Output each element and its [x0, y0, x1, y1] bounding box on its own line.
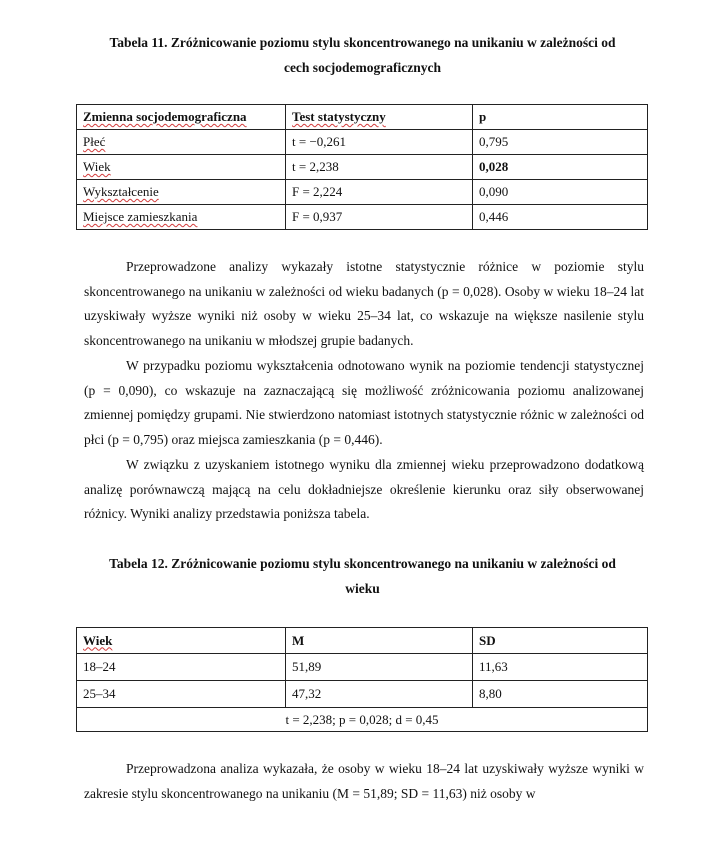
- table12-cell-m: 51,89: [286, 654, 473, 681]
- table11-cell-test: F = 0,937: [286, 205, 473, 230]
- table12-header-row: [77, 628, 648, 654]
- table-row: [77, 180, 648, 205]
- table12-caption-line1: Tabela 12. Zróżnicowanie poziomu stylu skoncentrowanego na unikaniu w zależności od: [109, 556, 616, 571]
- table11-cell-p: 0,090: [473, 180, 648, 205]
- table12-caption: [80, 551, 645, 601]
- body-paragraph-4: Przeprowadzona analiza wykazała, że osoby w wieku 18–24 lat uzyskiwały wyższe wyniki w zakresie stylu skoncentrowanego na unikaniu (M = 51,89; SD = 11,63) niż osoby w: [84, 761, 644, 801]
- table12-cell-sd: 8,80: [473, 681, 648, 708]
- table-row: [77, 155, 648, 180]
- table12-footer-row: [77, 708, 648, 732]
- body-paragraph-3: W związku z uzyskaniem istotnego wyniku dla zmiennej wieku przeprowadzono dodatkową analizę porównawczą mającą na celu dokładniejsze określenie kierunku oraz siły obserwowanej różnicy. Wyniki analizy przedstawia poniższa tabela.: [84, 457, 644, 521]
- table11-caption: [80, 30, 645, 80]
- body-paragraph-1: Przeprowadzone analizy wykazały istotne statystycznie różnice w poziomie stylu skoncentrowanego na unikaniu w zależności od wieku badanych (p = 0,028). Osoby w wieku 18–24 lat uzyskiwały wyższe wyniki niż osoby w wieku 25–34 lat, co wskazuje na większe nasilenie stylu skoncentrowanego na unikaniu w młodszej grupie badanych.: [84, 259, 644, 348]
- table11-cell-variable: Miejsce zamieszkania: [77, 205, 286, 230]
- table11-cell-variable: Wykształcenie: [77, 180, 286, 205]
- table12: [76, 627, 648, 732]
- table11-cell-test: F = 2,224: [286, 180, 473, 205]
- table11-cell-p: 0,028: [473, 155, 648, 180]
- table11-caption-line1: Tabela 11. Zróżnicowanie poziomu stylu skoncentrowanego na unikaniu w zależności od: [109, 35, 616, 50]
- table11-header-test: Test statystyczny: [286, 105, 473, 130]
- body-paragraph-2: W przypadku poziomu wykształcenia odnotowano wynik na poziomie tendencji statystycznej (p = 0,090), co wskazuje na zaznaczającą się możliwość zróżnicowania poziomu analizowanej zmiennej pomiędzy grupami. Nie stwierdzono natomiast istotnych statystycznie różnic w zależności od płci (p = 0,795) oraz miejsca zamieszkania (p = 0,446).: [84, 358, 644, 447]
- table-row: [77, 205, 648, 230]
- table12-header-sd: SD: [473, 628, 648, 654]
- table11: [76, 104, 648, 230]
- table-row: [77, 681, 648, 708]
- table12-header-m: M: [286, 628, 473, 654]
- table11-cell-p: 0,446: [473, 205, 648, 230]
- table12-footer: t = 2,238; p = 0,028; d = 0,45: [77, 708, 648, 732]
- table11-header-p: p: [473, 105, 648, 130]
- table11-header-variable: Zmienna socjodemograficzna: [77, 105, 286, 130]
- table11-cell-test: t = 2,238: [286, 155, 473, 180]
- table12-cell-age: 18–24: [77, 654, 286, 681]
- table-row: [77, 130, 648, 155]
- table11-cell-variable: Wiek: [77, 155, 286, 180]
- table11-header-row: [77, 105, 648, 130]
- table11-cell-test: t = −0,261: [286, 130, 473, 155]
- table12-cell-m: 47,32: [286, 681, 473, 708]
- table11-cell-variable: Płeć: [77, 130, 286, 155]
- table-row: [77, 654, 648, 681]
- table11-caption-line2: cech socjodemograficznych: [283, 60, 442, 75]
- table12-cell-age: 25–34: [77, 681, 286, 708]
- table12-cell-sd: 11,63: [473, 654, 648, 681]
- table11-cell-p: 0,795: [473, 130, 648, 155]
- table12-caption-line2: wieku: [345, 581, 380, 596]
- table12-header-age: Wiek: [77, 628, 286, 654]
